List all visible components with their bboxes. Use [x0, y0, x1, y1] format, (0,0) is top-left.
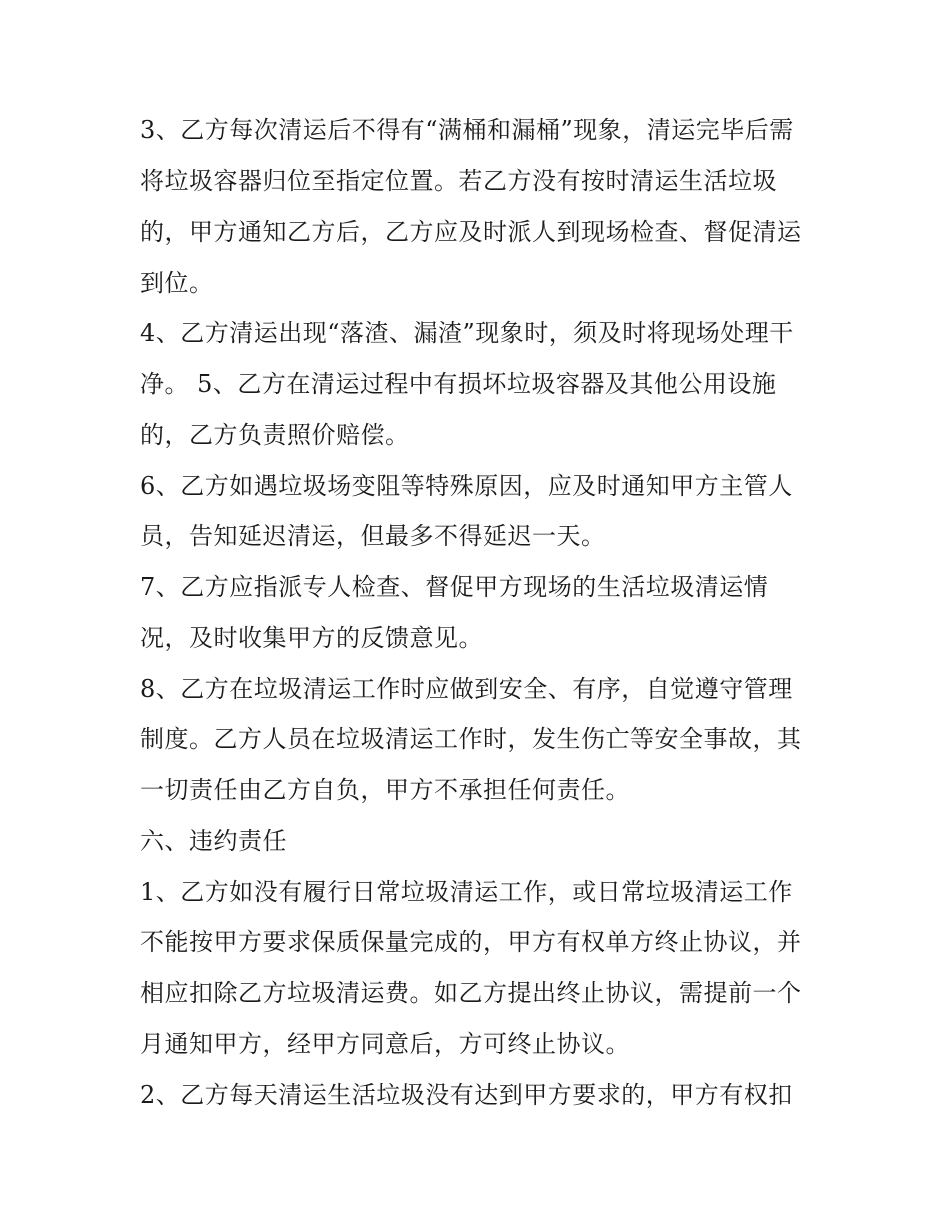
text-line: 员，告知延迟清运，但最多不得延迟一天。 [140, 522, 606, 550]
text-line: 况，及时收集甲方的反馈意见。 [140, 624, 483, 652]
text-line: 将垃圾容器归位至指定位置。若乙方没有按时清运生活垃圾 [140, 167, 777, 195]
text-line: 月通知甲方，经甲方同意后，方可终止协议。 [140, 1030, 630, 1058]
text-line: 的，乙方负责照价赔偿。 [140, 421, 410, 449]
text-line: 7、乙方应指派专人检查、督促甲方现场的生活垃圾清运情 [140, 573, 769, 601]
text-line: 到位。 [140, 269, 214, 297]
text-line: 相应扣除乙方垃圾清运费。如乙方提出终止协议，需提前一个 [140, 979, 802, 1007]
text-line: 3、乙方每次清运后不得有“满桶和漏桶”现象，清运完毕后需 [140, 116, 794, 144]
text-line: 的，甲方通知乙方后，乙方应及时派人到现场检查、督促清运 [140, 218, 802, 246]
text-line: 制度。乙方人员在垃圾清运工作时，发生伤亡等安全事故，其 [140, 725, 802, 753]
text-line: 8、乙方在垃圾清运工作时应做到安全、有序，自觉遵守管理 [140, 675, 793, 703]
text-line: 2、乙方每天清运生活垃圾没有达到甲方要求的，甲方有权扣 [140, 1081, 793, 1109]
text-line: 6、乙方如遇垃圾场变阻等特殊原因，应及时通知甲方主管人 [140, 472, 793, 500]
text-line: 净。 5、乙方在清运过程中有损坏垃圾容器及其他公用设施 [140, 370, 777, 398]
text-line: 一切责任由乙方自负，甲方不承担任何责任。 [140, 776, 630, 804]
text-line: 不能按甲方要求保质保量完成的，甲方有权单方终止协议，并 [140, 928, 802, 956]
text-line: 4、乙方清运出现“落渣、漏渣”现象时，须及时将现场处理干 [140, 319, 794, 347]
section-heading: 六、违约责任 [140, 827, 287, 855]
text-line: 1、乙方如没有履行日常垃圾清运工作，或日常垃圾清运工作 [140, 878, 793, 906]
